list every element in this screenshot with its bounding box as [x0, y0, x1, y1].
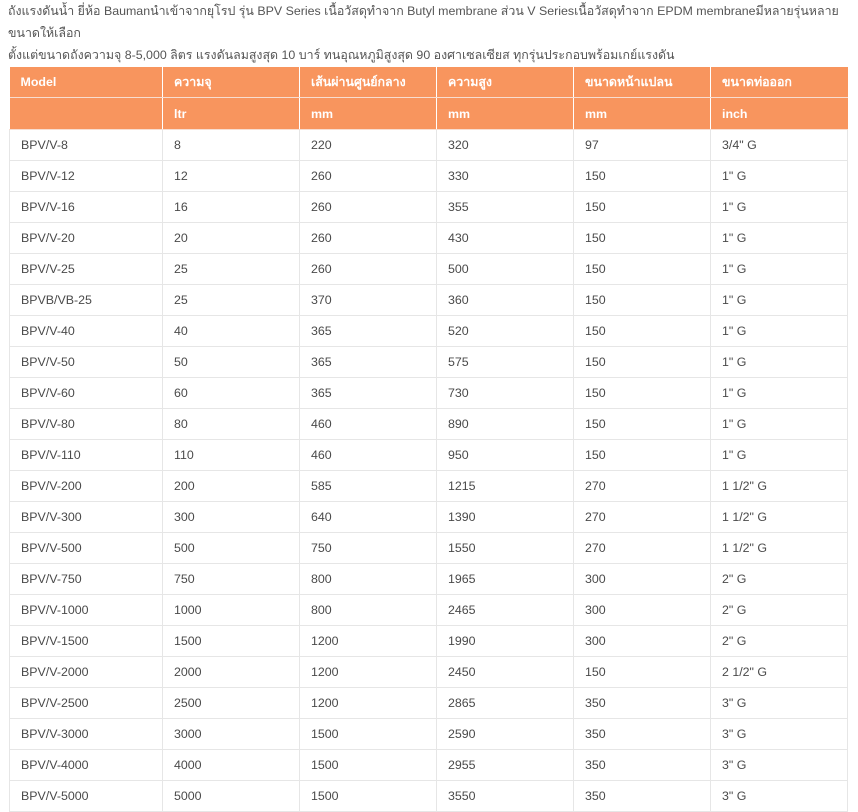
- table-row: [10, 471, 848, 502]
- table-row: [10, 719, 848, 750]
- cell-height: 320: [437, 130, 574, 161]
- cell-capacity: 20: [163, 223, 300, 254]
- cell-outlet-size: 3/4" G: [711, 130, 848, 161]
- table-row: [10, 626, 848, 657]
- cell-flange-size: 350: [574, 781, 711, 812]
- cell-diameter: 365: [300, 378, 437, 409]
- cell-model: BPV/V-60: [10, 378, 163, 409]
- intro-line-2: ตั้งแต่ขนาดถังความจุ 8-5,000 ลิตร แรงดันลมสูงสุด 10 บาร์ ทนอุณหภูมิสูงสุด 90 องศาเซลเซียส ทุกรุ่นประกอบพร้อมเกย์แรงดัน: [8, 48, 675, 62]
- cell-model: BPV/V-2000: [10, 657, 163, 688]
- cell-model: BPVB/VB-25: [10, 285, 163, 316]
- cell-height: 355: [437, 192, 574, 223]
- intro-paragraph: [8, 0, 853, 66]
- cell-outlet-size: 1" G: [711, 192, 848, 223]
- cell-height: 2590: [437, 719, 574, 750]
- table-row: [10, 254, 848, 285]
- cell-capacity: 1000: [163, 595, 300, 626]
- cell-flange-size: 150: [574, 657, 711, 688]
- unit-outlet-size: inch: [711, 98, 848, 130]
- cell-model: BPV/V-200: [10, 471, 163, 502]
- cell-height: 1215: [437, 471, 574, 502]
- header-flange-size: ขนาดหน้าแปลน: [574, 67, 711, 98]
- unit-capacity: ltr: [163, 98, 300, 130]
- cell-capacity: 50: [163, 347, 300, 378]
- cell-diameter: 585: [300, 471, 437, 502]
- cell-diameter: 800: [300, 564, 437, 595]
- table-row: [10, 750, 848, 781]
- cell-model: BPV/V-300: [10, 502, 163, 533]
- cell-height: 575: [437, 347, 574, 378]
- cell-flange-size: 150: [574, 223, 711, 254]
- table-row: [10, 223, 848, 254]
- cell-outlet-size: 1 1/2" G: [711, 502, 848, 533]
- header-diameter: เส้นผ่านศูนย์กลาง: [300, 67, 437, 98]
- cell-height: 1390: [437, 502, 574, 533]
- unit-flange-size: mm: [574, 98, 711, 130]
- cell-model: BPV/V-40: [10, 316, 163, 347]
- cell-capacity: 25: [163, 254, 300, 285]
- cell-height: 520: [437, 316, 574, 347]
- cell-flange-size: 150: [574, 440, 711, 471]
- cell-capacity: 8: [163, 130, 300, 161]
- cell-model: BPV/V-16: [10, 192, 163, 223]
- cell-height: 2865: [437, 688, 574, 719]
- cell-capacity: 4000: [163, 750, 300, 781]
- cell-diameter: 260: [300, 192, 437, 223]
- cell-outlet-size: 1 1/2" G: [711, 471, 848, 502]
- cell-diameter: 260: [300, 223, 437, 254]
- header-capacity: ความจุ: [163, 67, 300, 98]
- table-row: [10, 285, 848, 316]
- cell-capacity: 1500: [163, 626, 300, 657]
- cell-model: BPV/V-500: [10, 533, 163, 564]
- cell-flange-size: 300: [574, 595, 711, 626]
- cell-flange-size: 150: [574, 192, 711, 223]
- table-row: [10, 533, 848, 564]
- cell-capacity: 40: [163, 316, 300, 347]
- cell-flange-size: 150: [574, 285, 711, 316]
- cell-outlet-size: 3" G: [711, 781, 848, 812]
- cell-flange-size: 97: [574, 130, 711, 161]
- cell-model: BPV/V-20: [10, 223, 163, 254]
- table-header-row: [10, 67, 848, 98]
- cell-flange-size: 150: [574, 378, 711, 409]
- cell-outlet-size: 2" G: [711, 626, 848, 657]
- cell-diameter: 640: [300, 502, 437, 533]
- cell-height: 1990: [437, 626, 574, 657]
- cell-capacity: 60: [163, 378, 300, 409]
- cell-diameter: 1500: [300, 781, 437, 812]
- cell-diameter: 1500: [300, 719, 437, 750]
- cell-capacity: 3000: [163, 719, 300, 750]
- cell-model: BPV/V-110: [10, 440, 163, 471]
- cell-diameter: 1500: [300, 750, 437, 781]
- cell-outlet-size: 1" G: [711, 409, 848, 440]
- cell-capacity: 200: [163, 471, 300, 502]
- cell-outlet-size: 3" G: [711, 750, 848, 781]
- cell-height: 950: [437, 440, 574, 471]
- cell-outlet-size: 1 1/2" G: [711, 533, 848, 564]
- cell-model: BPV/V-25: [10, 254, 163, 285]
- spec-table: [9, 67, 848, 812]
- cell-capacity: 750: [163, 564, 300, 595]
- cell-diameter: 460: [300, 409, 437, 440]
- header-height: ความสูง: [437, 67, 574, 98]
- cell-flange-size: 350: [574, 688, 711, 719]
- cell-outlet-size: 2" G: [711, 564, 848, 595]
- cell-model: BPV/V-1000: [10, 595, 163, 626]
- table-row: [10, 130, 848, 161]
- table-row: [10, 347, 848, 378]
- table-units-row: [10, 98, 848, 130]
- cell-flange-size: 270: [574, 533, 711, 564]
- cell-capacity: 5000: [163, 781, 300, 812]
- cell-model: BPV/V-50: [10, 347, 163, 378]
- cell-height: 2955: [437, 750, 574, 781]
- cell-model: BPV/V-3000: [10, 719, 163, 750]
- cell-flange-size: 270: [574, 502, 711, 533]
- table-row: [10, 781, 848, 812]
- cell-height: 1965: [437, 564, 574, 595]
- table-row: [10, 409, 848, 440]
- cell-diameter: 370: [300, 285, 437, 316]
- cell-capacity: 500: [163, 533, 300, 564]
- cell-height: 3550: [437, 781, 574, 812]
- cell-flange-size: 350: [574, 750, 711, 781]
- intro-line-1: ถังแรงดันน้ำ ยี่ห้อ Baumanนำเข้าจากยุโรป รุ่น BPV Series เนื้อวัสดุทำจาก Butyl membrane ส่วน V Seriesเนื้อวัสดุทำจาก EPDM membraneมีหลายรุ่นหลายขนาดให้เลือก: [8, 4, 839, 40]
- cell-diameter: 260: [300, 161, 437, 192]
- table-body: [10, 130, 848, 812]
- cell-height: 330: [437, 161, 574, 192]
- cell-outlet-size: 1" G: [711, 316, 848, 347]
- table-row: [10, 316, 848, 347]
- cell-capacity: 80: [163, 409, 300, 440]
- cell-flange-size: 300: [574, 626, 711, 657]
- cell-model: BPV/V-12: [10, 161, 163, 192]
- cell-capacity: 2000: [163, 657, 300, 688]
- cell-capacity: 25: [163, 285, 300, 316]
- cell-diameter: 220: [300, 130, 437, 161]
- table-row: [10, 192, 848, 223]
- cell-model: BPV/V-2500: [10, 688, 163, 719]
- cell-outlet-size: 2 1/2" G: [711, 657, 848, 688]
- cell-capacity: 12: [163, 161, 300, 192]
- cell-height: 2465: [437, 595, 574, 626]
- cell-model: BPV/V-5000: [10, 781, 163, 812]
- cell-height: 730: [437, 378, 574, 409]
- cell-diameter: 1200: [300, 626, 437, 657]
- cell-outlet-size: 3" G: [711, 688, 848, 719]
- cell-outlet-size: 1" G: [711, 254, 848, 285]
- cell-capacity: 300: [163, 502, 300, 533]
- cell-outlet-size: 1" G: [711, 223, 848, 254]
- header-outlet-size: ขนาดท่อออก: [711, 67, 848, 98]
- cell-capacity: 110: [163, 440, 300, 471]
- cell-outlet-size: 1" G: [711, 378, 848, 409]
- table-row: [10, 161, 848, 192]
- cell-outlet-size: 3" G: [711, 719, 848, 750]
- cell-flange-size: 270: [574, 471, 711, 502]
- cell-height: 500: [437, 254, 574, 285]
- cell-model: BPV/V-80: [10, 409, 163, 440]
- cell-height: 890: [437, 409, 574, 440]
- cell-flange-size: 150: [574, 254, 711, 285]
- header-model: Model: [10, 67, 163, 98]
- table-row: [10, 564, 848, 595]
- cell-diameter: 460: [300, 440, 437, 471]
- cell-height: 1550: [437, 533, 574, 564]
- cell-height: 2450: [437, 657, 574, 688]
- cell-outlet-size: 1" G: [711, 161, 848, 192]
- table-row: [10, 378, 848, 409]
- cell-capacity: 2500: [163, 688, 300, 719]
- table-row: [10, 440, 848, 471]
- table-row: [10, 595, 848, 626]
- cell-flange-size: 150: [574, 347, 711, 378]
- cell-outlet-size: 1" G: [711, 285, 848, 316]
- cell-diameter: 800: [300, 595, 437, 626]
- cell-diameter: 365: [300, 316, 437, 347]
- cell-model: BPV/V-750: [10, 564, 163, 595]
- unit-diameter: mm: [300, 98, 437, 130]
- cell-capacity: 16: [163, 192, 300, 223]
- cell-outlet-size: 1" G: [711, 347, 848, 378]
- table-row: [10, 502, 848, 533]
- cell-flange-size: 150: [574, 316, 711, 347]
- cell-outlet-size: 1" G: [711, 440, 848, 471]
- cell-diameter: 1200: [300, 688, 437, 719]
- cell-outlet-size: 2" G: [711, 595, 848, 626]
- cell-diameter: 1200: [300, 657, 437, 688]
- cell-diameter: 365: [300, 347, 437, 378]
- cell-diameter: 260: [300, 254, 437, 285]
- unit-model: [10, 98, 163, 130]
- cell-flange-size: 350: [574, 719, 711, 750]
- cell-model: BPV/V-4000: [10, 750, 163, 781]
- table-row: [10, 657, 848, 688]
- table-row: [10, 688, 848, 719]
- cell-height: 430: [437, 223, 574, 254]
- cell-flange-size: 150: [574, 409, 711, 440]
- cell-flange-size: 300: [574, 564, 711, 595]
- cell-flange-size: 150: [574, 161, 711, 192]
- cell-model: BPV/V-8: [10, 130, 163, 161]
- cell-diameter: 750: [300, 533, 437, 564]
- unit-height: mm: [437, 98, 574, 130]
- cell-height: 360: [437, 285, 574, 316]
- cell-model: BPV/V-1500: [10, 626, 163, 657]
